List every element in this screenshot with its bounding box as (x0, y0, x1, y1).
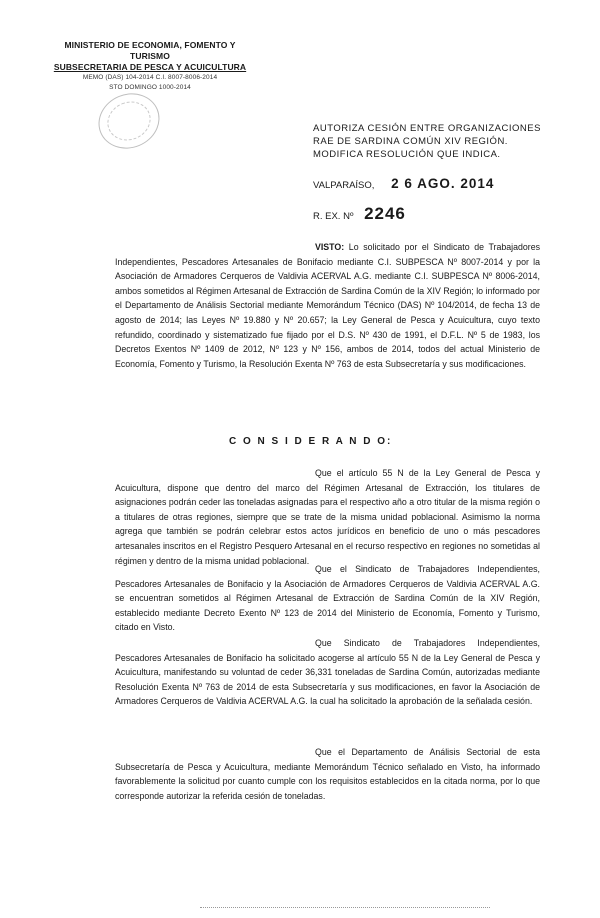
considerando-paragraph-1: Que el artículo 55 N de la Ley General de Pesca y Acuicultura, dispone que dentro del marco del Régimen Artesanal de Extracción, los titulares de asignaciones podrán ceder las toneladas asignadas para el respectivo año a otro titular de la misma región o a titulares de otras regiones, siempre que se trate de la misma unidad poblacional. Asimismo la norma agrega que también se podrán celebrar estos actos jurídicos en beneficio de uno o más pescadores artesanales inscritos en el Registro Pesquero Artesanal en el recurso respectivo en regiones no sometidas al régimen y dentro de la misma unidad poblacional. (115, 468, 540, 566)
reference-line-2: STO DOMINGO 1000-2014 (109, 84, 191, 91)
letterhead (50, 40, 250, 93)
visto-paragraph (115, 240, 540, 371)
reference-line-1: MEMO (DAS) 104-2014 C.I. 8007-8006-2014 (82, 74, 218, 81)
resolution-number: 2246 (364, 204, 406, 223)
visto-label: VISTO: (315, 242, 345, 252)
official-stamp (90, 84, 168, 157)
place-and-date (313, 176, 573, 191)
resolution-number-line (313, 204, 406, 224)
considerando-heading: C O N S I D E R A N D O: (229, 436, 393, 447)
place: VALPARAÍSO, (313, 180, 375, 191)
visto-text: Lo solicitado por el Sindicato de Trabajadores Independientes, Pescadores Artesanales de Bonifacio mediante C.I. SUBPESCA Nº 8007-2014 y por la Asociación de Armadores Cerqueros de Valdivia ACERVAL A.G. mediante C.I. SUBPESCA Nº 8006-2014, ambos sometidos al Régimen Artesanal de Extracción de Sardina Común de la XIV Región; lo informado por el Departamento de Análisis Sectorial mediante Memorándum Técnico (DAS) Nº 104/2014, de fecha 13 de agosto de 2014; las Leyes Nº 19.880 y Nº 20.657; la Ley General de Pesca y Acuicultura, cuyo texto refundido, coordinado y sistematizado fue fijado por el D.S. Nº 430 de 1991, el D.F.L. Nº 5 de 1983, los Decretos Exentos Nº 1409 de 2012, Nº 123 y Nº 156, ambos de 2014, todos del actual Ministerio de Economía, Fomento y Turismo, la Resolución Exenta Nº 763 de esta Subsecretaría y sus modificaciones. (115, 242, 540, 369)
considerando-paragraph-3: Que Sindicato de Trabajadores Independientes, Pescadores Artesanales de Bonifacio ha solicitado acogerse al artículo 55 N de la Ley General de Pesca y Acuicultura, manifestando su voluntad de ceder 36,331 toneladas de Sardina Común, autorizadas mediante Resolución Exenta Nº 763 de 2014 de esta Subsecretaría y sus modificaciones, en favor la Asociación de Armadores Cerqueros de Valdivia ACERVAL A.G. la cual ha solicitado la aprobación de la señalada cesión. (115, 638, 540, 707)
considerando-paragraph-4: Que el Departamento de Análisis Sectorial de esta Subsecretaría de Pesca y Acuicultura, mediante Memorándum Técnico señalado en Visto, ha informado favorablemente la solicitud por cuanto cumple con los requisitos establecidos en la citada norma, por lo que corresponde autorizar la referida cesión de toneladas. (115, 747, 540, 801)
ministry-name: MINISTERIO DE ECONOMIA, FOMENTO Y TURISMO (64, 40, 236, 61)
resolution-subject: AUTORIZA CESIÓN ENTRE ORGANIZACIONES RAE DE SARDINA COMÚN XIV REGIÓN. MODIFICA RESOLUCIÓN QUE INDICA. (313, 123, 541, 160)
resolution-label: R. EX. Nº (313, 211, 354, 222)
footer-rule (200, 907, 490, 908)
date-stamp: 2 6 AGO. 2014 (391, 176, 495, 191)
considerando-paragraph-2: Que el Sindicato de Trabajadores Independientes, Pescadores Artesanales de Bonifacio y la Asociación de Armadores Cerqueros de Valdivia ACERVAL A.G. se encuentran sometidos al Régimen Artesanal de Extracción de Sardina Común de la XIV Región, establecido mediante Decreto Exento Nº 123 de 2014 del Ministerio de Economía, Fomento y Turismo, citado en Visto. (115, 564, 540, 633)
subsecretaria-name: SUBSECRETARIA DE PESCA Y ACUICULTURA (53, 62, 247, 72)
